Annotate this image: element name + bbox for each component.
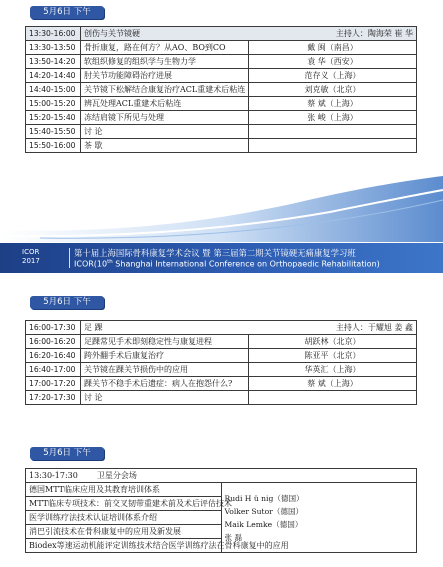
row-time: 16:20-16:40: [26, 349, 81, 363]
row-speaker: 蔡 斌（上海）: [249, 97, 417, 111]
row-time: 17:00-17:20: [26, 377, 81, 391]
row-speaker: 陈亚平（北京）: [249, 349, 417, 363]
row-topic: 讨 论: [81, 391, 249, 405]
session-header-row: [26, 469, 417, 483]
row-time: 15:00-15:20: [26, 97, 81, 111]
row-time: 17:20-17:30: [26, 391, 81, 405]
speaker-name: 张 磊: [224, 532, 243, 542]
row-speaker: [249, 125, 417, 139]
row-speaker: 刘克敏（北京）: [249, 83, 417, 97]
date-badge: 5月6日 下午: [30, 447, 104, 460]
table-row: [26, 125, 417, 139]
row-time: 13:30-13:50: [26, 41, 81, 55]
icor-logo: [22, 248, 66, 268]
row-speaker: 戴 闽（南昌）: [249, 41, 417, 55]
decorative-wave: [0, 172, 443, 242]
row-topic: 足踝常见手术即刻稳定性与康复进程: [81, 335, 249, 349]
row-time: 14:40-15:00: [26, 83, 81, 97]
row-speaker: 华英汇（上海）: [249, 363, 417, 377]
date-badge: 5月6日 下午: [30, 6, 104, 19]
speaker-name: Maik Lemke（德国）: [224, 519, 303, 529]
date-badge: 5月6日 下午: [30, 296, 104, 309]
table-row: [26, 391, 417, 405]
conference-banner: [0, 243, 443, 273]
row-speaker: 范存义（上海）: [249, 69, 417, 83]
row-speaker: 袁 华（西安）: [249, 55, 417, 69]
speaker-name: Volker Sutor（德国）: [224, 506, 304, 516]
row-speaker: [249, 391, 417, 405]
row-topic: 讨 论: [81, 125, 249, 139]
schedule-table-foot-ankle: [25, 320, 417, 405]
row-time: 16:40-17:00: [26, 363, 81, 377]
schedule-table-satellite: [25, 468, 417, 553]
session-title: 足 踝: [84, 322, 103, 332]
table-row: [26, 41, 417, 55]
row-topic: 肘关节功能障碍治疗进展: [81, 69, 249, 83]
table-row: [26, 363, 417, 377]
row-topic: 消巴引流技术在骨科康复中的应用及新发展: [26, 525, 222, 539]
session-time: 16:00-17:30: [26, 321, 81, 335]
session-time: 13:30-16:00: [26, 27, 81, 41]
row-topic: Biodex等速运动机能评定训练技术结合医学训练疗法在骨科康复中的应用: [26, 539, 222, 553]
banner-title-cn: 第十届上海国际骨科康复学术会议 暨 第三届第二期关节镜硬无痛康复学习班: [74, 248, 356, 258]
table-row: [26, 97, 417, 111]
row-time: 15:20-15:40: [26, 111, 81, 125]
banner-title-en: [74, 259, 380, 269]
session-title-cell: [81, 321, 417, 335]
session-time: 13:30-17:30: [29, 470, 78, 480]
logo-text-top: ICOR: [22, 248, 40, 256]
table-row: [26, 139, 417, 153]
table-row: [26, 55, 417, 69]
speaker-name: Rudi H ü nig（德国）: [224, 493, 304, 503]
table-row: [26, 111, 417, 125]
session-header-row: [26, 321, 417, 335]
session-title-cell: [81, 27, 417, 41]
table-row: [26, 335, 417, 349]
row-topic: 骨折康复，路在何方？从AO、BO到CO: [81, 41, 249, 55]
table-row: [26, 83, 417, 97]
row-topic: 德国MTT临床应用及其教育培训体系: [26, 483, 222, 497]
session-header-row: [26, 27, 417, 41]
row-time: 15:50-16:00: [26, 139, 81, 153]
session-title: 创伤与关节镜硬: [84, 28, 140, 38]
row-time: 13:50-14:20: [26, 55, 81, 69]
row-speaker: 胡跃林（北京）: [249, 335, 417, 349]
table-row: [26, 69, 417, 83]
row-topic: 跨外翻手术后康复治疗: [81, 349, 249, 363]
banner-title-en-post: Shanghai International Conference on Orthopaedic Rehabilitation): [112, 259, 380, 269]
logo-text-bottom: 2017: [22, 257, 40, 265]
row-time: 16:00-16:20: [26, 335, 81, 349]
schedule-table-trauma: [25, 26, 417, 153]
row-topic: MTT临床专项技术：前交叉韧带重建术前及术后评估技术: [26, 497, 222, 511]
row-topic: 关节镜下松解结合康复治疗ACL重建术后粘连: [81, 83, 249, 97]
row-speaker: [249, 139, 417, 153]
table-row: [26, 483, 417, 497]
session-host: 主持人：于耀旭 姜 鑫: [335, 322, 413, 332]
table-row: [26, 377, 417, 391]
table-row: [26, 349, 417, 363]
session-title: 卫星分会场: [96, 470, 137, 480]
session-host: 主持人：陶海荣 崔 华: [335, 28, 413, 38]
row-topic: 辨瓦处理ACL重建术后粘连: [81, 97, 249, 111]
row-time: 14:20-14:40: [26, 69, 81, 83]
row-topic: 冻结肩镜下所见与处理: [81, 111, 249, 125]
session-header-cell: [26, 469, 417, 483]
row-topic: 茶 歇: [81, 139, 249, 153]
row-topic: 软组织修复的组织学与生物力学: [81, 55, 249, 69]
banner-title-en-pre: ICOR(10: [74, 259, 108, 269]
row-topic: 医学训练疗法技术认证培训体系介绍: [26, 511, 222, 525]
banner-title-en-sup: th: [107, 259, 113, 265]
row-speaker: 蔡 斌（上海）: [249, 377, 417, 391]
row-time: 15:40-15:50: [26, 125, 81, 139]
banner-divider: [69, 248, 70, 268]
row-topic: 关节镜在踝关节损伤中的应用: [81, 363, 249, 377]
row-topic: 踝关节不稳手术后遗症：病人在抱怨什么?: [81, 377, 249, 391]
row-speaker: 张 峻（上海）: [249, 111, 417, 125]
